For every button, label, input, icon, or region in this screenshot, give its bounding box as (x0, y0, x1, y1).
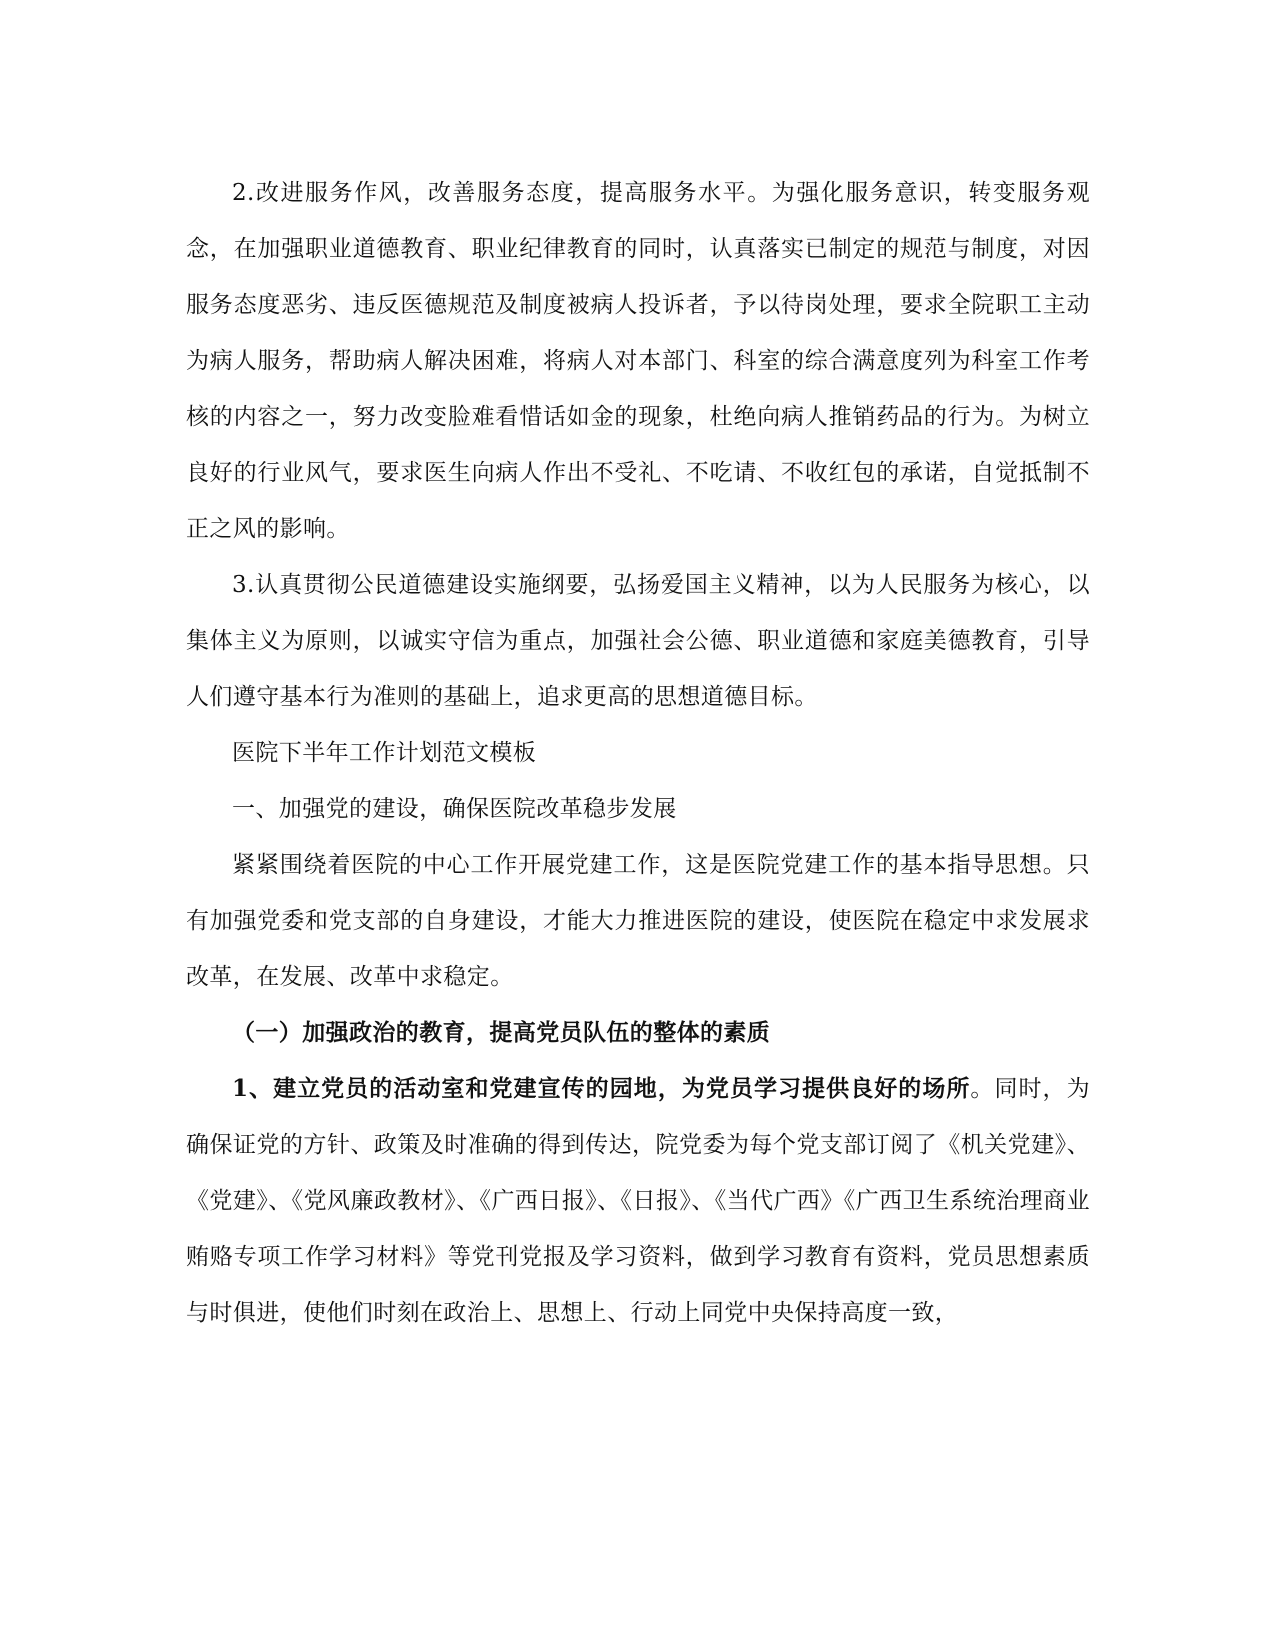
paragraph-activity-room-body: 。同时，为确保证党的方针、政策及时准确的得到传达，院党委为每个党支部订阅了《机关党建》、《党建》、《党风廉政教材》、《广西日报》、《日报》、《当代广西》《广西卫生系统治理商业贿赂专项工作学习材料》等党刊党报及学习资料，做到学习教育有资料，党员思想素质与时俱进，使他们时刻在政治上、思想上、行动上同党中央保持高度一致， (186, 1076, 1091, 1326)
paragraph-service-style: 2.改进服务作风，改善服务态度，提高服务水平。为强化服务意识，转变服务观念，在加强职业道德教育、职业纪律教育的同时，认真落实已制定的规范与制度，对因服务态度恶劣、违反医德规范及制度被病人投诉者，予以待岗处理，要求全院职工主动为病人服务，帮助病人解决困难，将病人对本部门、科室的综合满意度列为科室工作考核的内容之一，努力改变脸难看惜话如金的现象，杜绝向病人推销药品的行为。为树立良好的行业风气，要求医生向病人作出不受礼、不吃请、不收红包的承诺，自觉抵制不正之风的影响。 (186, 180, 1090, 542)
paragraph-activity-room (186, 1061, 1090, 1341)
paragraph-party-guidance: 紧紧围绕着医院的中心工作开展党建工作，这是医院党建工作的基本指导思想。只有加强党委和党支部的自身建设，才能大力推进医院的建设，使医院在稳定中求发展求改革，在发展、改革中求稳定。 (186, 852, 1090, 990)
paragraph-civic-morality: 3.认真贯彻公民道德建设实施纲要，弘扬爱国主义精神，以为人民服务为核心，以集体主义为原则，以诚实守信为重点，加强社会公德、职业道德和家庭美德教育，引导人们遵守基本行为准则的基础上，追求更高的思想道德目标。 (186, 572, 1090, 710)
document-body (186, 165, 1090, 1341)
section-heading-party-building: 一、加强党的建设，确保医院改革稳步发展 (232, 796, 677, 822)
subheading-political-education: （一）加强政治的教育，提高党员队伍的整体的素质 (232, 1019, 771, 1046)
document-title: 医院下半年工作计划范文模板 (232, 740, 537, 766)
paragraph-activity-room-lead: 1、建立党员的活动室和党建宣传的园地，为党员学习提供良好的场所 (232, 1075, 971, 1102)
